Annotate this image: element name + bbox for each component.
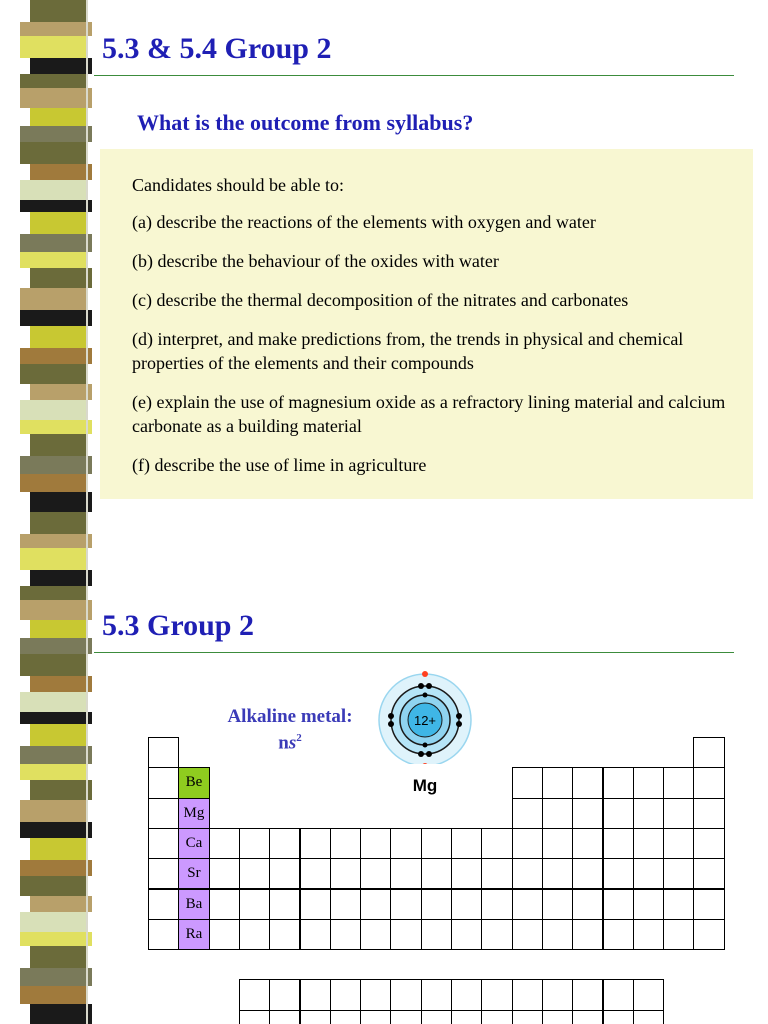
stripe-bar [20,600,92,620]
pt-cell [663,828,694,859]
stripe-bar [20,932,92,946]
pt-cell [421,858,452,889]
stripe-bar [30,268,92,288]
stripe-bar [20,474,86,492]
electron-outer-top [422,671,428,677]
stripe-bar [20,654,86,676]
electron [426,683,432,689]
pt-cell [633,858,664,889]
stripe-bar [20,126,92,142]
pt-cell [542,767,573,798]
pt-cell [572,828,603,859]
pt-cell [209,889,240,920]
stripe-bar [20,822,92,838]
pt-cell [239,979,270,1010]
stripe-bar [20,986,86,1004]
electron [418,751,424,757]
stripe-bar [30,896,92,912]
pt-cell [603,919,634,950]
pt-cell [693,737,724,768]
pt-cell [330,979,361,1010]
stripe-bar [30,492,92,512]
stripe-bar [30,326,86,348]
outcome-intro: Candidates should be able to: [132,175,344,195]
pt-cell [239,919,270,950]
pt-cell [572,979,603,1010]
pt-cell [148,828,179,859]
pt-cell [572,919,603,950]
stripe-bar [30,58,92,74]
pt-cell [330,828,361,859]
stripe-bar [30,620,86,638]
pt-cell [603,1010,634,1024]
pt-cell [451,889,482,920]
electron [423,743,428,748]
stripe-bar [30,946,86,968]
stripe-bar [20,22,92,36]
pt-cell [542,979,573,1010]
pt-cell [542,858,573,889]
stripe-bar [20,200,92,212]
pt-cell [209,828,240,859]
pt-cell [572,798,603,829]
stripe-bar [20,456,92,474]
pt-cell [300,828,331,859]
stripe-bar [30,780,92,800]
pt-cell [693,767,724,798]
pt-cell [633,828,664,859]
stripe-bar [30,384,92,400]
stripe-bar [20,310,92,326]
pt-cell [390,858,421,889]
pt-cell [451,1010,482,1024]
stripe-bar [30,724,86,746]
slide-title: 5.3 & 5.4 Group 2 [102,32,332,65]
slide-group2 [0,512,768,1024]
pt-cell [269,979,300,1010]
pt-cell [421,1010,452,1024]
stripe-bar [20,746,92,764]
stripe-bar [20,638,92,654]
pt-cell [663,767,694,798]
pt-cell [451,919,482,950]
pt-cell [239,858,270,889]
stripe-bar [20,420,92,434]
stripe-bar [20,586,86,600]
stripe-bar [30,212,86,234]
pt-cell [269,858,300,889]
decorative-stripe [0,512,96,1024]
stripe-bar [20,876,86,896]
pt-cell [693,798,724,829]
pt-cell [451,828,482,859]
pt-cell [481,858,512,889]
outcome-item-a: (a) describe the reactions of the elements with oxygen and water [132,212,596,232]
pt-cell [209,858,240,889]
electron [456,713,462,719]
pt-cell [421,828,452,859]
stripe-bar [30,512,86,534]
pt-cell [269,919,300,950]
pt-cell [633,798,664,829]
pt-cell [663,798,694,829]
pt-cell [693,828,724,859]
pt-cell [330,858,361,889]
pt-cell [269,889,300,920]
pt-cell [633,767,664,798]
stripe-bar [20,288,86,310]
stripe-bar [30,434,86,456]
pt-cell [360,919,391,950]
atom-symbol: Mg [412,776,438,795]
stripe-bar [20,252,86,268]
stripe-bar [20,692,86,712]
pt-cell [148,737,179,768]
pt-cell [603,858,634,889]
stripe-bar [30,1004,92,1024]
stripe-bar [30,570,92,586]
pt-cell [421,979,452,1010]
outcome-item-b: (b) describe the behaviour of the oxides with water [132,251,499,271]
stripe-bar [20,348,92,364]
pt-cell [603,828,634,859]
pt-cell [512,828,543,859]
pt-cell [300,858,331,889]
element-mg: Mg [178,798,209,829]
electron-configuration [215,732,365,754]
config-superscript: 2 [296,732,302,744]
pt-cell [209,919,240,950]
pt-cell [239,1010,270,1024]
pt-cell [390,979,421,1010]
pt-cell [330,919,361,950]
pt-cell [603,798,634,829]
alkaline-label: Alkaline metal: [227,706,353,727]
pt-cell [633,979,664,1010]
title-rule [94,652,734,653]
pt-cell [269,1010,300,1024]
pt-cell [360,828,391,859]
pt-cell [148,798,179,829]
pt-cell [148,889,179,920]
stripe-bar [20,364,86,384]
pt-cell [572,889,603,920]
pt-cell [481,919,512,950]
config-n: n [278,732,289,754]
outcome-item-f: (f) describe the use of lime in agriculture [132,455,427,475]
pt-cell [693,919,724,950]
pt-cell [663,919,694,950]
stripe-bar [20,74,86,88]
pt-cell [542,1010,573,1024]
stripe-bar [20,36,86,58]
stripe-bar [20,180,86,200]
slide-subtitle: What is the outcome from syllabus? [137,110,474,135]
stripe-bar [20,88,92,108]
pt-cell [512,1010,543,1024]
pt-cell [663,858,694,889]
stripe-bar [30,838,86,860]
outcome-text [132,173,742,492]
outcome-item-d: (d) interpret, and make predictions from, the trends in physical and chemical properties of the elements and their compounds [132,329,684,373]
pt-cell [360,979,391,1010]
pt-cell [633,889,664,920]
pt-cell [542,919,573,950]
electron [388,713,394,719]
config-s: s [288,732,297,754]
pt-cell [512,889,543,920]
pt-cell [390,889,421,920]
stripe-bar [20,142,86,164]
pt-cell [421,919,452,950]
pt-cell [481,1010,512,1024]
stripe-bar [30,164,92,180]
pt-cell [390,919,421,950]
outcome-item-e: (e) explain the use of magnesium oxide as a refractory lining material and calcium carbonate as a building material [132,392,726,436]
pt-cell [300,1010,331,1024]
pt-cell [512,767,543,798]
pt-cell [421,889,452,920]
element-be: Be [178,767,209,798]
pt-cell [603,979,634,1010]
pt-cell [239,889,270,920]
element-ca: Ca [178,828,209,859]
pt-cell [300,889,331,920]
pt-cell [148,919,179,950]
divider-line [86,512,88,1024]
pt-cell [603,767,634,798]
pt-cell [148,858,179,889]
pt-cell [512,919,543,950]
stripe-bar [20,968,92,986]
stripe-bar [30,108,86,126]
outcome-box [100,149,753,499]
pt-cell [360,858,391,889]
stripe-bar [30,0,86,22]
pt-cell [542,889,573,920]
pt-cell [451,858,482,889]
pt-cell [542,798,573,829]
pt-cell [512,858,543,889]
pt-cell [451,979,482,1010]
pt-cell [693,858,724,889]
pt-cell [633,919,664,950]
pt-cell [572,767,603,798]
stripe-bar [20,860,92,876]
pt-cell [390,828,421,859]
divider-line [86,0,88,512]
electron [456,721,462,727]
decorative-stripe [0,0,96,512]
stripe-bar [20,764,86,780]
stripe-bar [20,534,92,548]
title-rule [94,75,734,76]
stripe-bar [20,234,92,252]
stripe-bar [20,712,92,724]
element-ba: Ba [178,889,209,920]
pt-cell [512,798,543,829]
element-sr: Sr [178,858,209,889]
mg-atom-diagram [375,664,475,764]
pt-cell [300,919,331,950]
electron [388,721,394,727]
stripe-bar [20,548,86,570]
nucleus-charge: 12+ [413,713,437,728]
pt-cell [542,828,573,859]
electron [418,683,424,689]
pt-cell [300,979,331,1010]
pt-cell [330,1010,361,1024]
pt-cell [360,889,391,920]
slide-title: 5.3 Group 2 [102,609,254,642]
pt-cell [360,1010,391,1024]
outcome-item-c: (c) describe the thermal decomposition of the nitrates and carbonates [132,290,629,310]
pt-cell [512,979,543,1010]
pt-cell [481,889,512,920]
electron [423,693,428,698]
pt-cell [572,858,603,889]
pt-cell [572,1010,603,1024]
electron [426,751,432,757]
pt-cell [633,1010,664,1024]
stripe-bar [20,800,86,822]
pt-cell [269,828,300,859]
pt-cell [148,767,179,798]
pt-cell [239,828,270,859]
pt-cell [481,828,512,859]
pt-cell [390,1010,421,1024]
stripe-bar [20,912,86,932]
pt-cell [481,979,512,1010]
stripe-bar [20,400,86,420]
pt-cell [663,889,694,920]
pt-cell [330,889,361,920]
pt-cell [603,889,634,920]
element-ra: Ra [178,919,209,950]
stripe-bar [30,676,92,692]
pt-cell [693,889,724,920]
